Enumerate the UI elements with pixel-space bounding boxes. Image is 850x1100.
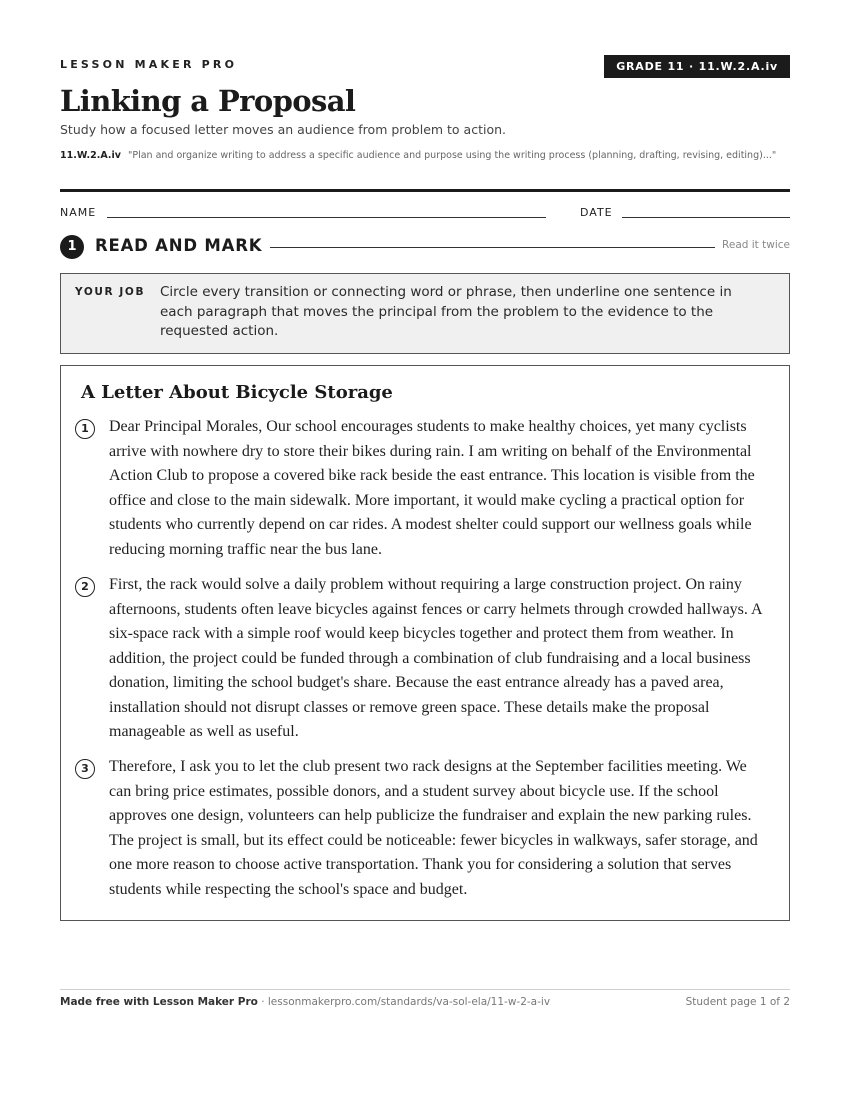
footer-divider [60, 989, 790, 990]
section-header [60, 235, 790, 259]
standard-code: 11.W.2.A.iv [60, 150, 121, 161]
page-subtitle: Study how a focused letter moves an audience from problem to action. [60, 122, 507, 137]
standard-description [60, 148, 790, 163]
grade-badge: GRADE 11 · 11.W.2.A.iv [604, 55, 790, 78]
letter-passage [60, 365, 790, 921]
section-rule [270, 247, 715, 248]
section-title: READ AND MARK [95, 236, 263, 255]
letter-title: A Letter About Bicycle Storage [81, 382, 393, 403]
name-date-row [60, 205, 790, 221]
paragraph-1: Dear Principal Morales, Our school encourages students to make healthy choices, yet many cyclists arrive with nowhere dry to store their bikes during rain. I am writing on behalf of the Environmental Action Club to propose a covered bike rack beside the east entrance. This location is visible from the office and close to the main sidewalk. More important, it would make cycling a practical option for students who currently depend on car rides. A modest shelter could support our wellness goals while reducing morning traffic near the bus lane. [109, 418, 755, 558]
paragraph-number-3: 3 [75, 759, 95, 779]
instructions-label: YOUR JOB [75, 286, 146, 298]
footer-separator: · [257, 996, 268, 1008]
section-note: Read it twice [722, 239, 790, 251]
name-label: NAME [60, 206, 97, 219]
date-field[interactable] [622, 217, 790, 218]
footer [60, 996, 790, 1008]
instructions-text: Circle every transition or connecting word or phrase, then underline one sentence in each paragraph that moves the principal from the problem to the evidence to the requested action. [160, 284, 732, 339]
paragraph-number-1: 1 [75, 419, 95, 439]
standard-text: "Plan and organize writing to address a specific audience and purpose using the writing process (planning, drafting, revising, editing)..." [127, 150, 777, 161]
name-field[interactable] [107, 217, 546, 218]
page-title: Linking a Proposal [60, 84, 356, 118]
footer-credit: Made free with Lesson Maker Pro [60, 996, 258, 1008]
brand-name: LESSON MAKER PRO [60, 58, 238, 71]
page-number: Student page 1 of 2 [685, 996, 790, 1008]
date-label: DATE [580, 206, 613, 219]
footer-url[interactable]: lessonmakerpro.com/standards/va-sol-ela/11-w-2-a-iv [267, 996, 551, 1008]
header-divider [60, 189, 790, 192]
instructions-box [60, 273, 790, 354]
top-bar [60, 55, 790, 79]
paragraph-number-2: 2 [75, 577, 95, 597]
paragraph-2: First, the rack would solve a daily problem without requiring a large construction project. On rainy afternoons, students often leave bicycles against fences or carry helmets through crowded hallways. A six-space rack with a simple roof would keep bicycles together and protect them from weather. In addition, the project could be funded through a combination of club fundraising and a local business donation, limiting the school budget's share. Because the east entrance already has a paved area, installation should not disrupt classes or remove green space. These details make the proposal manageable as well as useful. [109, 576, 762, 740]
paragraph-3: Therefore, I ask you to let the club present two rack designs at the September facilities meeting. We can bring price estimates, possible donors, and a student survey about bicycle use. If the school approves one design, volunteers can help publicize the fundraiser and explain the new parking rules. The project is small, but its effect could be noticeable: fewer bicycles in walkways, safer storage, and one more reason to choose active transportation. Thank you for considering a solution that serves students while respecting the school's space and budget. [109, 758, 758, 898]
section-number-badge: 1 [60, 235, 84, 259]
